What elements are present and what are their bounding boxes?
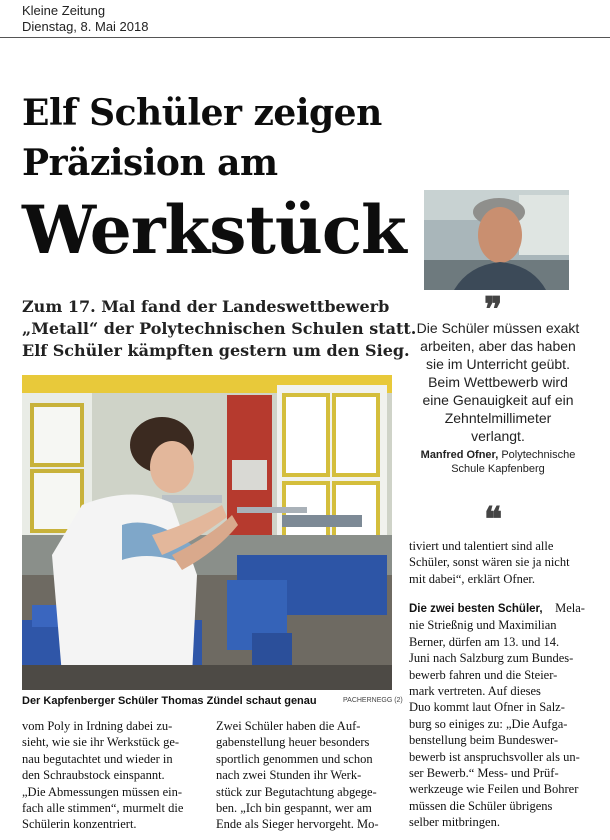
quote-line: eine Genauigkeit auf ein	[422, 392, 574, 408]
headline-line-1: Elf Schüler zeigen	[22, 92, 382, 134]
body-line: bewerb fahren und die Steier-	[409, 667, 558, 682]
body-line: vom Poly in Irdning dabei zu-	[22, 719, 173, 733]
body-line: Berner, dürfen am 13. und 14.	[409, 634, 560, 649]
body-line: Juni nach Salzburg zum Bundes-	[409, 651, 574, 666]
quote-source-line-1	[404, 448, 592, 462]
headline-line-3: Werkstück	[22, 191, 406, 269]
body-line: gabenstellung heuer besonders	[216, 735, 370, 750]
quote-line: arbeiten, aber das haben	[420, 338, 576, 354]
quote-line: Die Schüler müssen exakt	[416, 320, 580, 336]
body-line: ser Bewerb.“ Mess- und Prüf-	[409, 766, 559, 781]
body-line: tiviert und talentiert sind alle	[409, 539, 554, 553]
body-line: mark vertreten. Auf dieses	[409, 684, 541, 699]
pull-quote	[404, 319, 592, 445]
body-line: stück zur Begutachtung abgege-	[216, 784, 377, 799]
body-line: müssen die Schüler übrigens	[409, 798, 553, 813]
body-line: den Schraubstock einspannt.	[22, 768, 165, 783]
photo-caption: Der Kapfenberger Schüler Thomas Zündel schaut genau	[22, 695, 317, 707]
portrait-illustration	[424, 190, 569, 290]
quote-line: verlangt.	[471, 428, 525, 444]
body-line: werkzeuge wie Feilen und Bohrer	[409, 782, 579, 797]
body-line: selber mitbringen.	[409, 815, 500, 830]
body-line: Zwei Schüler haben die Auf-	[216, 719, 361, 733]
publication-name: Kleine Zeitung	[22, 3, 106, 18]
photo-credit: PACHERNEGG (2)	[343, 697, 403, 704]
headline-line-2: Präzision am	[22, 142, 278, 184]
headline	[22, 88, 406, 270]
lead-paragraph	[22, 296, 417, 362]
body-column-1	[22, 718, 208, 833]
body-line: sportlich genommen und schon	[216, 751, 373, 766]
quote-line: Zehntelmillimeter	[444, 410, 552, 426]
quote-source	[404, 448, 592, 476]
body-line: ben. „Ich bin gespannt, wer am	[216, 801, 372, 816]
lead-line: Zum 17. Mal fand der Landeswettbewerb	[22, 297, 390, 316]
body-line: Schülerin konzentriert.	[22, 817, 137, 832]
quote-author-role-1: Polytechnische	[501, 449, 576, 461]
body-line: nau begutachtet und wieder in	[22, 751, 173, 766]
subhead: Die zwei besten Schüler,	[409, 603, 543, 615]
quote-line: Beim Wettbewerb wird	[428, 374, 568, 390]
masthead-rule	[0, 37, 610, 38]
subhead-continuation: Mela-	[555, 601, 585, 615]
body-line: „Die Abmessungen müssen ein-	[22, 784, 183, 799]
body-line: burg so einiges zu: „Die Aufga-	[409, 716, 568, 731]
quote-open-mark: ❞	[484, 290, 503, 330]
body-column-3	[409, 538, 593, 587]
quote-author-role-2: Schule Kapfenberg	[451, 463, 545, 475]
body-column-4	[409, 600, 593, 831]
main-photo	[22, 375, 392, 690]
lead-line: „Metall“ der Polytechnischen Schulen statt.	[22, 319, 417, 338]
body-line: Ende als Sieger hervorgeht. Mo-	[216, 817, 379, 832]
quote-close-mark: ❝	[484, 500, 503, 540]
body-line: nach zwei Stunden ihr Werk-	[216, 768, 362, 783]
body-line: mit dabei“, erklärt Ofner.	[409, 571, 535, 586]
body-line-subhead	[409, 600, 593, 617]
workshop-photo-illustration	[22, 375, 392, 690]
publication-date: Dienstag, 8. Mai 2018	[22, 19, 149, 34]
body-line: bewerb ist anspruchsvoller als un-	[409, 749, 580, 764]
body-line: fach alle stimmen“, murmelt die	[22, 801, 184, 816]
body-line: Schüler, sonst wären sie ja nicht	[409, 555, 570, 570]
body-column-2	[216, 718, 396, 833]
lead-line: Elf Schüler kämpften gestern um den Sieg.	[22, 341, 410, 360]
quote-author: Manfred Ofner,	[420, 449, 499, 461]
body-line: nie Strießnig und Maximilian	[409, 618, 557, 633]
body-line: Duo kommt laut Ofner in Salz-	[409, 700, 565, 715]
portrait-photo	[424, 190, 569, 290]
quote-line: sie im Unterricht geübt.	[426, 356, 570, 372]
body-line: sieht, wie sie ihr Werkstück ge-	[22, 735, 180, 750]
body-line: benstellung beim Bundeswer-	[409, 733, 559, 748]
